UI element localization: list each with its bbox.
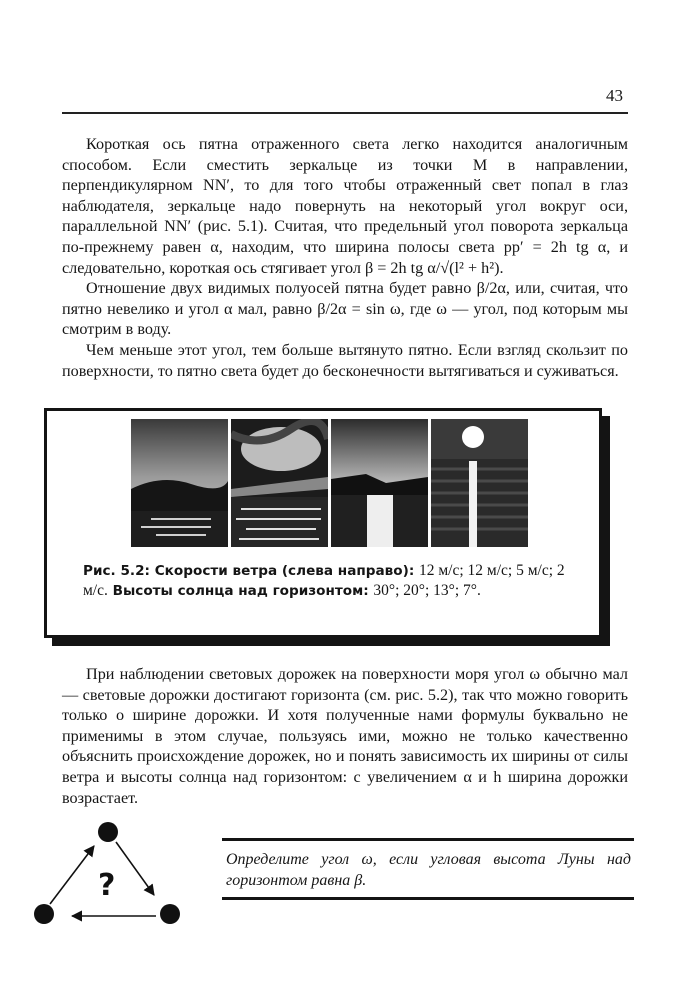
- sea-photo-2: [231, 419, 328, 547]
- question-mark: ?: [98, 868, 116, 903]
- sea-photo-1: [131, 419, 228, 547]
- sun-height-label: Высоты солнца над горизонтом:: [112, 583, 369, 599]
- sun-height-values: 30°; 20°; 13°; 7°.: [373, 582, 481, 599]
- paragraph-4: При наблюдении световых дорожек на поверхности моря угол ω обычно мал — световые дорожки достигают горизонта (см. рис. 5.2), так что можно говорить только о ширине дорожки. И хотя полученные нами формулы буквально не применимы в этом случае, пользуясь ими, можно не только качественно объяснить происхождение дорожек, но и понять зависимость их ширины от силы ветра и высоты солнца над горизонтом: с увеличением α и h ширина дорожки возрастает.: [62, 665, 628, 807]
- paragraph-1: Короткая ось пятна отраженного света легко находится аналогичным способом. Если сместить зеркальце из точки M в направлении, перпендикулярном NN′, то для того чтобы отраженный свет попал в глаз наблюдателя, зеркальце надо повернуть на некоторый угол вокруг оси, параллельной NN′ (рис. 5.1). Считая, что предельный угол поворота зеркальца по-прежнему равен α, находим, что ширина полосы света pp′ = 2h tg α, и следовательно, короткая ось стягивает угол β = 2h tg α/√(l² + h²).: [62, 135, 628, 277]
- task-box: [222, 838, 634, 900]
- figure-caption: [83, 561, 578, 601]
- wind-speed-values: 12 м/с; 12 м/с; 5 м/с; 2 м/с.: [83, 562, 565, 599]
- sea-photo-4: [431, 419, 528, 547]
- page-number: 43: [606, 86, 623, 105]
- figure-label: Рис. 5.2:: [83, 563, 150, 579]
- paragraph-2: Отношение двух видимых полуосей пятна будет равно β/2α, или, считая, что пятно невелико и угол α мал, равно β/2α = sin ω, где ω — угол, под которым мы смотрим в воду.: [62, 279, 628, 339]
- body-text-top: [62, 134, 628, 381]
- paragraph-3: Чем меньше этот угол, тем больше вытянуто пятно. Если взгляд скользит по поверхности, то пятно света будет до бесконечности вытягиваться и суживаться.: [62, 340, 628, 380]
- wind-speed-label: Скорости ветра (слева направо):: [154, 563, 415, 579]
- sea-photo-3: [331, 419, 428, 547]
- body-text-bottom: [62, 664, 628, 808]
- figure-5-2: [44, 408, 602, 638]
- question-triangle-icon: [30, 820, 190, 930]
- task-text: Определите угол ω, если угловая высота Луны над горизонтом равна β.: [226, 851, 631, 889]
- photo-strip: [131, 419, 528, 547]
- header-rule: [62, 112, 628, 114]
